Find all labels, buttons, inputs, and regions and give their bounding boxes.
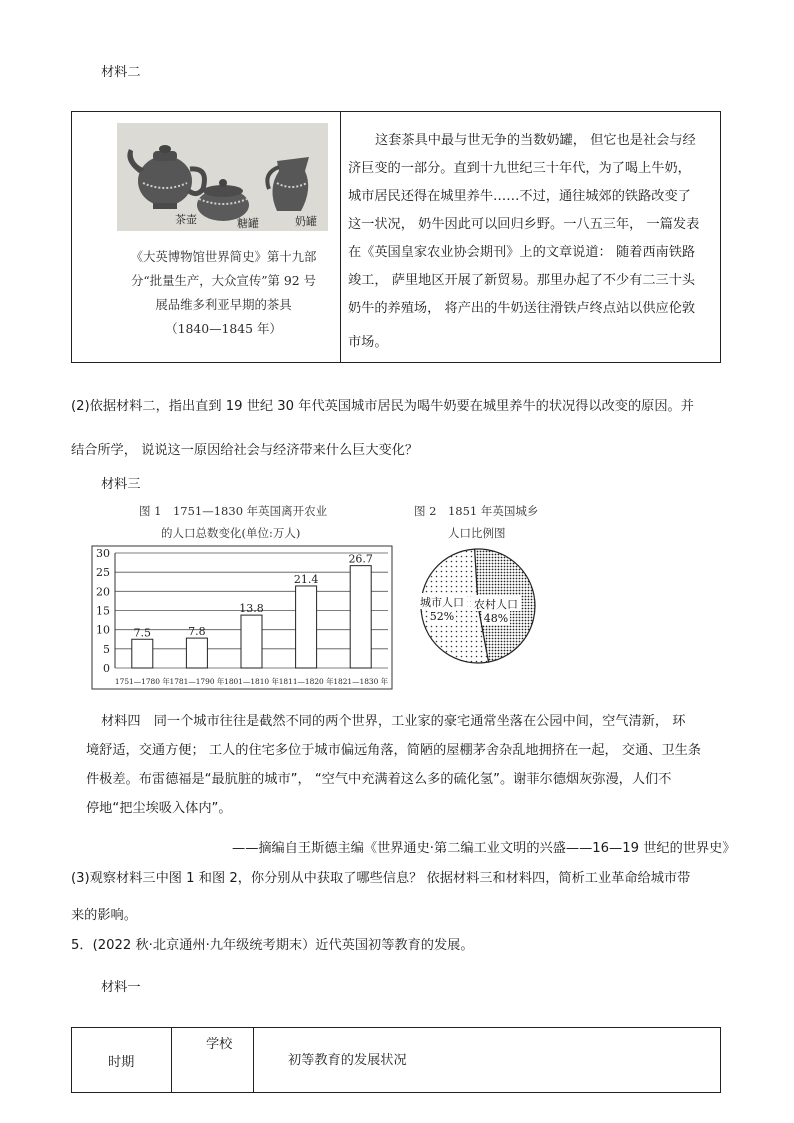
milk-jug-label: 奶罐 <box>295 215 317 228</box>
material2-text-line: 竣工， 萨里地区开展了新贸易。那里办起了不少有二三十头 <box>348 273 696 288</box>
teapot-label: 茶壶 <box>175 213 197 226</box>
material2-text-line: 城市居民还得在城里养牛……不过，通往城郊的铁路改变了 <box>348 189 691 204</box>
pie-label-rural-value: 48% <box>483 612 509 625</box>
pie-label-urban-value: 52% <box>429 610 455 623</box>
question-5-line: 5．(2022 秋·北京通州·九年级统考期末）近代英国初等教育的发展。 <box>71 938 474 953</box>
bar-value-label: 13.8 <box>239 602 264 616</box>
table-header-school: 学校 <box>206 1037 233 1052</box>
pie-label-urban: 城市人口 <box>420 596 464 609</box>
bar <box>350 566 371 668</box>
material4-line: 境舒适，交通方便； 工人的住宅多位于城市偏远角落，简陋的屋棚茅舍杂乱地拥挤在一起， 交通、卫生条 <box>86 743 702 758</box>
photo-caption-line: 《大英博物馆世界简史》第十九部 <box>130 249 317 264</box>
y-tick-label: 15 <box>96 604 110 618</box>
material2-text-line: 市场。 <box>348 335 388 350</box>
material1-heading: 材料一 <box>101 980 141 995</box>
y-tick-label: 5 <box>103 642 110 656</box>
material3-heading: 材料三 <box>101 477 141 492</box>
x-tick-label: 1811—1820 年 <box>278 677 334 686</box>
bar <box>296 586 317 668</box>
y-tick-label: 20 <box>96 585 110 599</box>
table-header-development: 初等教育的发展状况 <box>288 1053 407 1068</box>
y-tick-label: 0 <box>103 662 110 675</box>
x-tick-label: 1781—1790 年 <box>169 677 225 686</box>
material2-text-line: 奶牛的养殖场， 将产出的牛奶送往滑铁卢终点站以供应伦敦 <box>348 301 696 316</box>
figure1-bar-chart <box>88 545 394 691</box>
figure2-title-line: 人口比例图 <box>448 526 506 540</box>
bar-value-label: 7.8 <box>188 625 206 639</box>
material4-line: 件极差。布雷德福是“最肮脏的城市”， “空气中充满着这么多的硫化氢”。谢菲尔德烟灰弥漫，人们不 <box>86 772 672 787</box>
question-3-line: 来的影响。 <box>71 908 137 923</box>
box-divider <box>340 112 341 362</box>
bar <box>132 639 153 668</box>
figure1-title-line: 图 1 1751—1830 年英国离开农业 <box>139 504 328 518</box>
x-tick-label: 1751—1780 年 <box>114 677 170 686</box>
bar <box>186 638 207 668</box>
material4-line: 停地“把尘埃吸入体内”。 <box>86 801 232 816</box>
figure2-title-line: 图 2 1851 年英国城乡 <box>414 504 539 518</box>
material2-box <box>71 111 721 363</box>
material2-text-line: 在《英国皇家农业协会期刊》上的文章说道： 随着西南铁路 <box>348 245 696 260</box>
photo-caption-line: 展品维多利亚早期的茶具 <box>155 297 292 312</box>
material2-text-line: 济巨变的一部分。直到十九世纪三十年代，为了喝上牛奶， <box>348 161 691 176</box>
x-tick-label: 1801—1810 年 <box>224 677 279 686</box>
table-header-period: 时期 <box>108 1055 135 1070</box>
bar-value-label: 21.4 <box>293 572 319 586</box>
bar-value-label: 26.7 <box>348 552 373 566</box>
photo-caption-line: （1840—1845 年） <box>165 321 282 336</box>
material4-line: 材料四 同一个城市往往是截然不同的两个世界，工业家的豪宅通常坐落在公园中间，空气清新， 环 <box>101 714 686 729</box>
bar-value-label: 7.5 <box>133 626 152 640</box>
table-column-divider <box>253 1028 254 1092</box>
tea-set-photo <box>117 123 328 231</box>
material2-text-line: 这套茶具中最与世无争的当数奶罐， 但它也是社会与经 <box>375 133 696 148</box>
material2-heading: 材料二 <box>101 65 141 80</box>
question-2-line: (2)依据材料二，指出直到 19 世纪 30 年代英国城市居民为喝牛奶要在城里养牛的状况得以改变的原因。并 <box>71 399 694 414</box>
figure1-title-line: 的人口总数变化(单位:万人) <box>161 526 301 540</box>
bar <box>241 615 262 668</box>
table-column-divider <box>171 1028 172 1092</box>
sugar-bowl-label: 糖罐 <box>237 217 259 230</box>
material2-text-line: 这一状况， 奶牛因此可以回归乡野。一八五三年， 一篇发表 <box>348 217 700 232</box>
y-tick-label: 25 <box>96 566 110 580</box>
education-table <box>71 1027 721 1093</box>
x-tick-label: 1821—1830 年 <box>333 677 389 686</box>
question-2-line: 结合所学， 说说这一原因给社会与经济带来什么巨大变化？ <box>71 443 419 458</box>
photo-caption-line: 分“批量生产，大众宣传”第 92 号 <box>130 273 316 288</box>
pie-label-rural: 农村人口 <box>474 598 518 611</box>
figure2-pie-chart <box>404 544 554 668</box>
y-tick-label: 10 <box>96 623 110 637</box>
material4-source: ——摘编自王斯德主编《世界通史·第二编工业文明的兴盛——16—19 世纪的世界史》 <box>232 841 736 856</box>
question-3-line: (3)观察材料三中图 1 和图 2，你分别从中获取了哪些信息？ 依据材料三和材料四，简析工业革命给城市带 <box>71 871 691 886</box>
y-tick-label: 30 <box>96 547 110 560</box>
